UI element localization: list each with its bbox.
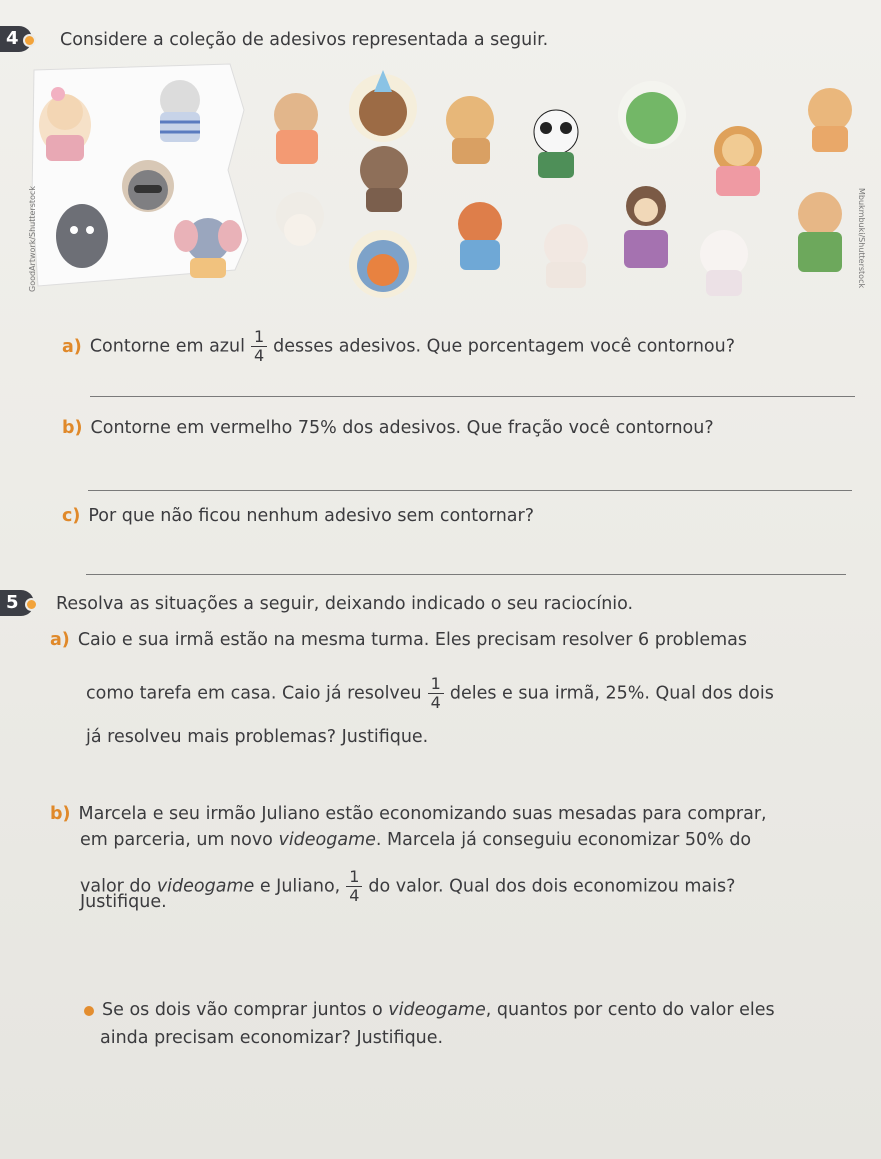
question-5b-line2 (80, 828, 751, 852)
answer-line-4c[interactable] (86, 574, 846, 575)
question-5b-text-1: Marcela e seu irmão Juliano estão economizando suas mesadas para comprar, (78, 804, 767, 824)
sticker-deer (274, 93, 318, 164)
sticker-brown-cat (360, 146, 408, 212)
question-5a-text-2a: como tarefa em casa. Caio já resolveu (86, 683, 422, 704)
fraction-denominator: 4 (253, 346, 265, 365)
question-4c (62, 504, 534, 528)
item-label-a: a) (62, 336, 82, 357)
sticker-fox (349, 230, 417, 298)
image-credit-right: Mbukmbuki/Shutterstock (857, 188, 866, 289)
question-5b-line3 (80, 868, 735, 905)
sticker-raccoon (122, 160, 174, 212)
question-5b-text-3b: videogame (156, 876, 255, 897)
sticker-red-panda (458, 202, 502, 270)
sticker-gray-cat-stripes (160, 80, 200, 142)
image-credit-left: GoodArtwork/Shutterstock (28, 186, 37, 292)
question-5b-line1 (50, 802, 767, 826)
question-4b-text: Contorne em vermelho 75% dos adesivos. Que fração você contornou? (90, 418, 714, 438)
question-5a-line1 (50, 628, 747, 652)
question-5b-text-2c: . Marcela já conseguiu economizar 50% do (375, 830, 752, 850)
fraction-one-quarter (428, 675, 444, 712)
question-4-prompt: Considere a coleção de adesivos representada a seguir. (60, 30, 549, 50)
question-5-badge (0, 590, 34, 616)
sticker-sloth (624, 186, 668, 268)
item-label-c: c) (62, 506, 81, 526)
sticker-panda (534, 110, 578, 178)
fraction-numerator: 1 (346, 868, 362, 887)
item-label-a: a) (50, 630, 70, 650)
question-5b-bullet-line1 (102, 998, 775, 1022)
question-5a-line2 (86, 675, 774, 712)
question-5b-text-3a: valor do (80, 876, 152, 897)
badge-dot (25, 598, 38, 611)
sticker-white-cat-bow (544, 224, 588, 288)
question-4a (62, 328, 735, 365)
question-5-prompt: Resolva as situações a seguir, deixando indicado o seu raciocínio. (56, 594, 634, 614)
sticker-unicorn-cat (700, 230, 748, 296)
sticker-heart-eyes-cat (808, 88, 852, 152)
answer-line-4a[interactable] (90, 396, 855, 397)
question-4-number: 4 (6, 28, 19, 49)
question-5-number: 5 (6, 592, 19, 613)
fraction-denominator: 4 (349, 886, 360, 905)
question-5b-text-3d: do valor. Qual dos dois economizou mais? (368, 876, 736, 897)
bullet-text-1c: , quantos por cento do valor eles (485, 1000, 775, 1020)
sticker-lion (714, 126, 762, 196)
bullet-text-1b: videogame (388, 1000, 486, 1020)
question-4c-text: Por que não ficou nenhum adesivo sem contornar? (88, 506, 535, 526)
fraction-one-quarter (346, 868, 362, 905)
fraction-denominator: 4 (430, 693, 441, 712)
question-4a-text-after: desses adesivos. Que porcentagem você contornou? (273, 336, 736, 357)
question-5b-bullet-line2: ainda precisam economizar? Justifique. (100, 1028, 444, 1048)
sticker-orange-cat-crown (446, 96, 494, 164)
question-5b-text-3c: e Juliano, (259, 876, 341, 897)
question-5a-text-2b: deles e sua irmã, 25%. Qual dos dois (449, 683, 774, 704)
sticker-collection (0, 0, 881, 310)
question-5b-text-2b: videogame (278, 830, 376, 850)
bullet-point (84, 1006, 94, 1016)
fraction-numerator: 1 (428, 675, 444, 694)
sticker-bear-party (349, 70, 417, 142)
fraction-numerator: 1 (251, 328, 267, 347)
fraction-one-quarter (251, 328, 267, 365)
sticker-frog (618, 81, 686, 149)
question-5a-line3: já resolveu mais problemas? Justifique. (86, 727, 429, 747)
answer-line-4b[interactable] (88, 490, 852, 491)
sticker-bear-crown (798, 192, 842, 272)
sticker-gray-cat-bowtie (276, 192, 324, 246)
question-5a-text-1: Caio e sua irmã estão na mesma turma. Eles precisam resolver 6 problemas (77, 630, 747, 650)
item-label-b: b) (50, 804, 71, 824)
sticker-black-cat (56, 204, 108, 268)
bullet-text-1a: Se os dois vão comprar juntos o (102, 1000, 383, 1020)
item-label-b: b) (62, 418, 83, 438)
question-5b-text-2a: em parceria, um novo (80, 830, 273, 850)
question-5b-line4: Justifique. (80, 892, 167, 912)
question-4b (62, 416, 714, 440)
question-4a-text-before: Contorne em azul (89, 336, 245, 357)
